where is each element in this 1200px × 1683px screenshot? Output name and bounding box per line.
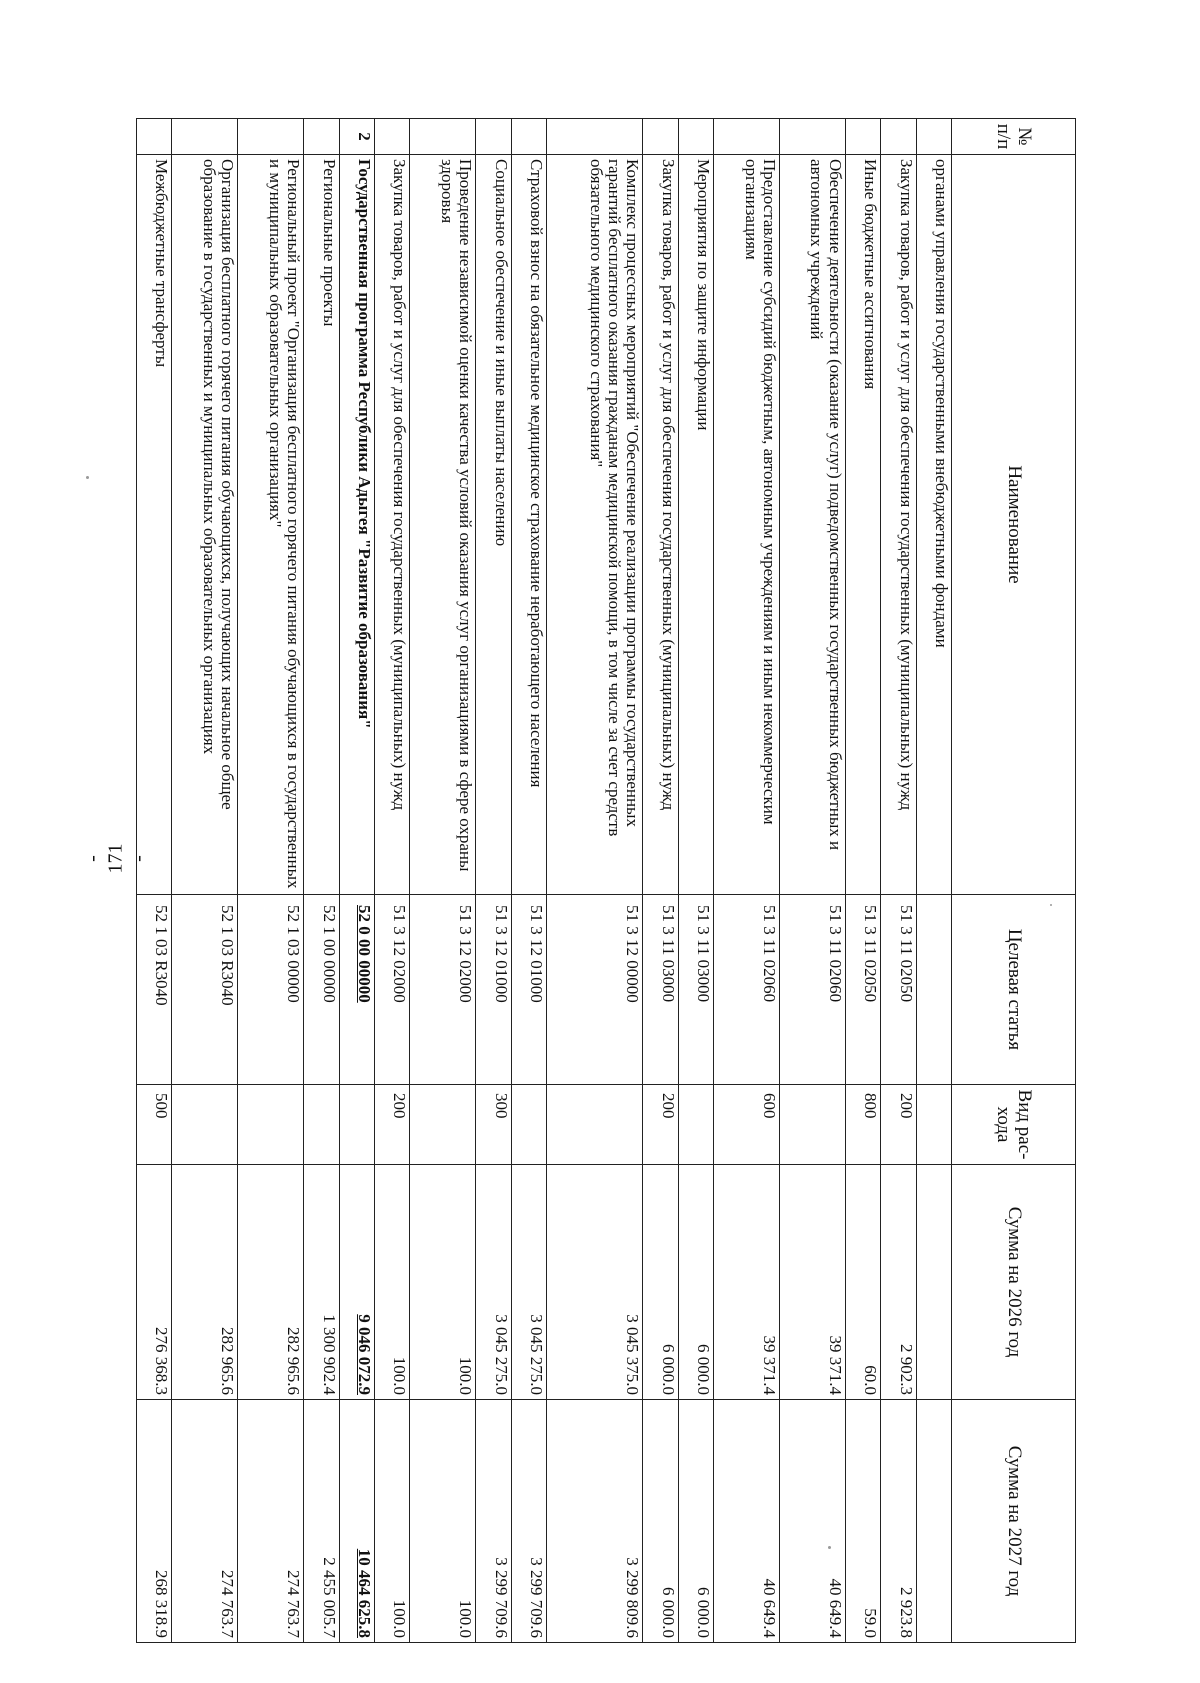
row-sum-2027: 3 299 709.6	[511, 1400, 546, 1643]
row-sum-2026: 2 902.3	[881, 1165, 916, 1400]
table-row	[476, 119, 511, 1643]
row-sum-2027: 10 464 625.8	[339, 1400, 374, 1643]
table-row	[172, 119, 238, 1643]
row-expense-kind: 800	[845, 1085, 880, 1165]
row-number	[714, 119, 780, 155]
row-target-code: 51 3 12 01000	[511, 895, 546, 1085]
row-number	[511, 119, 546, 155]
row-expense-kind: 500	[137, 1085, 172, 1165]
row-expense-kind	[410, 1085, 476, 1165]
row-name: Предоставление субсидий бюджетным, автономным учреждениям и иным некоммерческим организациям	[714, 155, 780, 895]
row-number	[779, 119, 845, 155]
row-target-code: 51 3 11 02050	[845, 895, 880, 1085]
row-target-code: 52 0 00 00000	[339, 895, 374, 1085]
row-sum-2027: 3 299 709.6	[476, 1400, 511, 1643]
row-target-code: 51 3 11 02060	[714, 895, 780, 1085]
table-row	[714, 119, 780, 1643]
row-expense-kind: 200	[374, 1085, 409, 1165]
row-expense-kind	[916, 1085, 951, 1165]
row-sum-2026: 100.0	[374, 1165, 409, 1400]
table-row	[339, 119, 374, 1643]
row-name: Закупка товаров, работ и услуг для обеспечения государственных (муниципальных) нужд	[643, 155, 678, 895]
row-expense-kind: 200	[881, 1085, 916, 1165]
row-number	[845, 119, 880, 155]
row-sum-2026: 3 045 375.0	[547, 1165, 643, 1400]
table-row	[410, 119, 476, 1643]
row-expense-kind	[172, 1085, 238, 1165]
row-expense-kind	[678, 1085, 713, 1165]
row-sum-2027: 40 649.4	[714, 1400, 780, 1643]
row-number	[137, 119, 172, 155]
row-name: Страховой взнос на обязательное медицинское страхование неработающего населения	[511, 155, 546, 895]
row-name: Региональные проекты	[304, 155, 339, 895]
row-number	[916, 119, 951, 155]
row-sum-2026: 3 045 275.0	[476, 1165, 511, 1400]
table-row	[881, 119, 916, 1643]
row-number	[304, 119, 339, 155]
row-sum-2026: 3 045 275.0	[511, 1165, 546, 1400]
row-target-code	[916, 895, 951, 1085]
header-code: Целевая статья	[952, 895, 1076, 1085]
row-expense-kind	[547, 1085, 643, 1165]
table-row	[304, 119, 339, 1643]
row-sum-2027: 2 455 005.7	[304, 1400, 339, 1643]
row-number: 2	[339, 119, 374, 155]
row-sum-2026: 100.0	[410, 1165, 476, 1400]
row-sum-2027: 59.0	[845, 1400, 880, 1643]
header-sum-2027: Сумма на 2027 год	[952, 1400, 1076, 1643]
row-target-code: 52 1 03 00000	[238, 895, 304, 1085]
row-target-code: 52 1 00 00000	[304, 895, 339, 1085]
row-sum-2027: 274 763.7	[238, 1400, 304, 1643]
row-sum-2027	[916, 1400, 951, 1643]
header-num: № п/п	[952, 119, 1076, 155]
row-name: Иные бюджетные ассигнования	[845, 155, 880, 895]
row-number	[238, 119, 304, 155]
header-name: Наименование	[952, 155, 1076, 895]
row-sum-2026: 6 000.0	[678, 1165, 713, 1400]
table-row	[643, 119, 678, 1643]
row-target-code: 51 3 12 00000	[547, 895, 643, 1085]
row-target-code: 51 3 11 03000	[678, 895, 713, 1085]
row-sum-2026	[916, 1165, 951, 1400]
budget-table-sheet	[136, 118, 1076, 1642]
row-sum-2027: 2 923.8	[881, 1400, 916, 1643]
table-row	[374, 119, 409, 1643]
row-name: Обеспечение деятельности (оказание услуг) подведомственных государственных бюджетных и автономных учреждений	[779, 155, 845, 895]
row-expense-kind	[779, 1085, 845, 1165]
row-sum-2026: 1 300 902.4	[304, 1165, 339, 1400]
row-number	[643, 119, 678, 155]
table-row	[678, 119, 713, 1643]
row-target-code: 51 3 11 03000	[643, 895, 678, 1085]
row-number	[476, 119, 511, 155]
row-sum-2027: 100.0	[374, 1400, 409, 1643]
table-row	[916, 119, 951, 1643]
row-sum-2026: 282 965.6	[172, 1165, 238, 1400]
row-expense-kind: 300	[476, 1085, 511, 1165]
row-name: Организация бесплатного горячего питания обучающихся, получающих начальное общее образование в государственных и муниципальных образовательных организациях	[172, 155, 238, 895]
row-name: Комплекс процессных мероприятий "Обеспечение реализации программы государственных гарантий бесплатного оказания гражданам медицинской помощи, в том числе за счет средств обязательного медицинского страхования"	[547, 155, 643, 895]
table-header-row	[952, 119, 1076, 1643]
table-row	[845, 119, 880, 1643]
row-sum-2027: 40 649.4	[779, 1400, 845, 1643]
row-expense-kind	[339, 1085, 374, 1165]
table-row	[779, 119, 845, 1643]
page-number: - 171 -	[81, 843, 150, 874]
row-sum-2026: 9 046 072.9	[339, 1165, 374, 1400]
row-sum-2027: 3 299 809.6	[547, 1400, 643, 1643]
row-sum-2027: 6 000.0	[678, 1400, 713, 1643]
scan-speck	[1050, 904, 1052, 906]
row-name: Проведение независимой оценки качества условий оказания услуг организациями в сфере охраны здоровья	[410, 155, 476, 895]
row-sum-2027: 100.0	[410, 1400, 476, 1643]
row-name: органами управления государственными внебюджетными фондами	[916, 155, 951, 895]
row-target-code: 52 1 03 R3040	[137, 895, 172, 1085]
row-number	[410, 119, 476, 155]
budget-table	[136, 118, 1076, 1643]
row-name: Государственная программа Республики Адыгея "Развитие образования"	[339, 155, 374, 895]
row-name: Закупка товаров, работ и услуг для обеспечения государственных (муниципальных) нужд	[881, 155, 916, 895]
row-target-code: 51 3 12 02000	[410, 895, 476, 1085]
table-row	[238, 119, 304, 1643]
row-sum-2027: 6 000.0	[643, 1400, 678, 1643]
scan-speck	[86, 476, 89, 479]
row-target-code: 51 3 12 01000	[476, 895, 511, 1085]
row-target-code: 51 3 11 02060	[779, 895, 845, 1085]
table-row	[137, 119, 172, 1643]
row-expense-kind: 200	[643, 1085, 678, 1165]
row-sum-2026: 276 368.3	[137, 1165, 172, 1400]
row-expense-kind	[238, 1085, 304, 1165]
row-sum-2026: 282 965.6	[238, 1165, 304, 1400]
row-name: Социальное обеспечение и иные выплаты населению	[476, 155, 511, 895]
row-number	[678, 119, 713, 155]
row-number	[374, 119, 409, 155]
row-name: Межбюджетные трансферты	[137, 155, 172, 895]
row-name: Региональный проект "Организация бесплатного горячего питания обучающихся в государственных и муниципальных образовательных организациях"	[238, 155, 304, 895]
row-name: Закупка товаров, работ и услуг для обеспечения государственных (муниципальных) нужд	[374, 155, 409, 895]
row-sum-2026: 39 371.4	[714, 1165, 780, 1400]
row-sum-2026: 60.0	[845, 1165, 880, 1400]
row-target-code: 51 3 11 02050	[881, 895, 916, 1085]
row-expense-kind: 600	[714, 1085, 780, 1165]
row-name: Мероприятия по защите информации	[678, 155, 713, 895]
row-sum-2027: 268 318.9	[137, 1400, 172, 1643]
row-number	[172, 119, 238, 155]
row-expense-kind	[511, 1085, 546, 1165]
table-row	[547, 119, 643, 1643]
row-sum-2026: 6 000.0	[643, 1165, 678, 1400]
row-expense-kind	[304, 1085, 339, 1165]
scan-speck	[828, 1546, 831, 1549]
header-sum-2026: Сумма на 2026 год	[952, 1165, 1076, 1400]
row-number	[547, 119, 643, 155]
row-sum-2026: 39 371.4	[779, 1165, 845, 1400]
row-target-code: 51 3 12 02000	[374, 895, 409, 1085]
row-sum-2027: 274 763.7	[172, 1400, 238, 1643]
header-kind: Вид рас-хода	[952, 1085, 1076, 1165]
row-number	[881, 119, 916, 155]
table-row	[511, 119, 546, 1643]
row-target-code: 52 1 03 R3040	[172, 895, 238, 1085]
